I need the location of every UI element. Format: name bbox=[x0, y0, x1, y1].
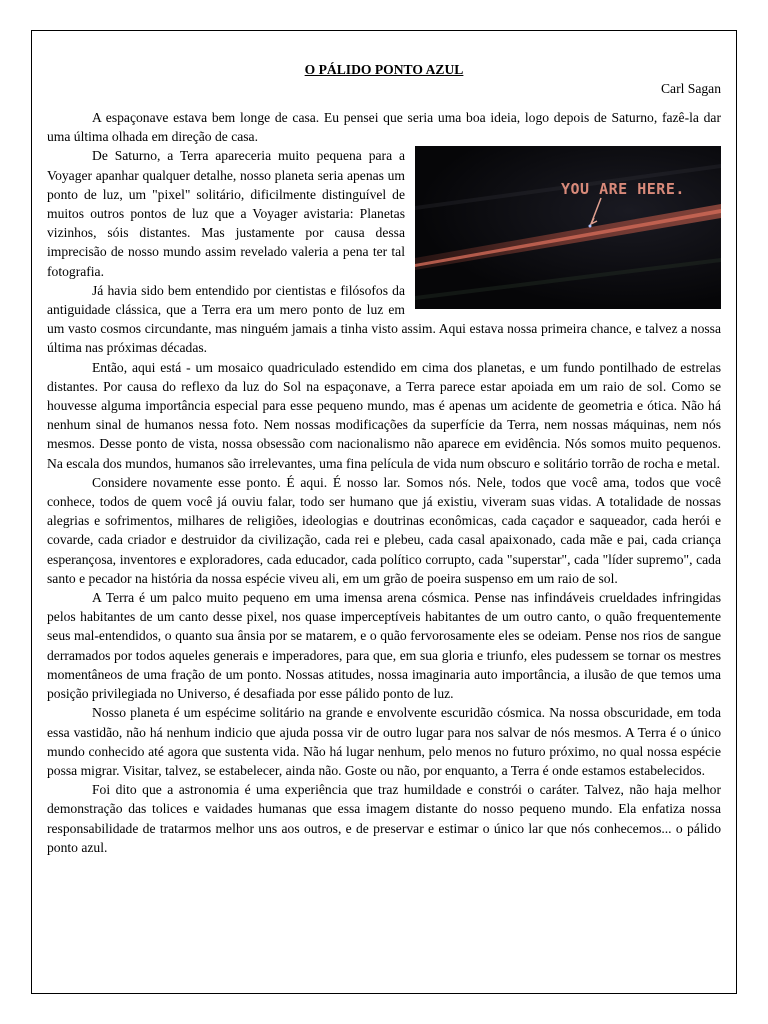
document-body bbox=[47, 60, 721, 857]
paragraph-7: Nosso planeta é um espécime solitário na grande e envolvente escuridão cósmica. Na nossa obscuridade, em toda essa vastidão, não há nenhum indicio que ajuda possa vir de outro lugar para nos salvar de nós mesmos. A Terra é o único mundo conhecido até agora que sustenta vida. Não há lugar nenhum, pelo menos no futuro próximo, no qual nossa espécie possa migrar. Visitar, talvez, se estabelecer, ainda não. Goste ou não, por enquanto, a Terra é onde estamos estabelecidos. bbox=[47, 705, 721, 778]
paragraph-8: Foi dito que a astronomia é uma experiência que traz humildade e constrói o caráter. Talvez, não haja melhor demonstração das tolices e vaidades humanas que essa imagem distante do nosso pequeno mundo. Ela enfatiza nossa responsabilidade de tratarmos melhor uns aos outros, e de preservar e estimar o único lar que nós conhecemos... o pálido ponto azul. bbox=[47, 782, 721, 855]
title-spacer bbox=[47, 98, 721, 108]
paragraph-2: De Saturno, a Terra apareceria muito pequena para a Voyager apanhar qualquer detalhe, nosso planeta seria apenas um ponto de luz, um "pixel" solitário, dificilmente distinguível de muitos outros pontos de luz que a Voyager avistaria: Planetas vizinhos, sóis distantes. Mas justamente por causa dessa imprecisão de nosso mundo assim revelado valeria a pena ter tal fotografia. bbox=[47, 148, 405, 279]
paragraph-3: Já havia sido bem entendido por cientistas e filósofos da antiguidade clássica, que a Terra era um mero ponto de luz em um vasto cosmos circundante, mas ninguém jamais a tinha visto assim. Aqui estava nossa primeira chance, e talvez a nossa última nas próximas décadas. bbox=[47, 282, 721, 356]
author-name: Carl Sagan bbox=[660, 81, 721, 96]
faint-streak-green bbox=[415, 258, 721, 300]
paragraph-4: Então, aqui está - um mosaico quadriculado estendido em cima dos planetas, e um fundo pontilhado de estrelas distantes. Por causa do reflexo da luz do Sol na espaçonave, a Terra parece estar apoiada em um raio de sol. Como se houvesse alguma importância especial para esse pequeno mundo, mas é apenas um acidente de geometria e ótica. Não há nenhum sinal de humanos nessa foto. Nem nossas modificações da superfície da Terra, nem nossas máquinas, nem nós mesmos. Desse ponto de vista, nossa obsessão com nacionalismo não aparece em evidência. Nós somos muito pequenos. Na escala dos mundos, humanos são irrelevantes, uma fina película de vida num obscuro e solitário torrão de rocha e metal. bbox=[47, 359, 721, 471]
arrow-head bbox=[591, 218, 597, 224]
photo-caption: YOU ARE HERE. bbox=[561, 180, 685, 199]
paragraph-5: Considere novamente esse ponto. É aqui. É nosso lar. Somos nós. Nele, todos que você ama, todos que você conhece, todos de quem você já ouviu falar, todo ser humano que já existiu, viveram suas vidas. A totalidade de nossas alegrias e sofrimentos, milhares de religiões, ideologias e doutrinas econômicas, cada caçador e saqueador, cada herói e covarde, cada criador e destruidor da civilização, cada rei e plebeu, cada casal apaixonado, cada mãe e pai, cada criança esperançosa, inventores e exploradores, cada educador, cada político corrupto, cada "superstar", cada "líder supremo", cada santo e pecador na história da nossa espécie viveu ali, em um grão de poeira suspenso em um raio de sol. bbox=[47, 474, 721, 586]
document-title: O PÁLIDO PONTO AZUL bbox=[304, 62, 464, 77]
paragraph-1: A espaçonave estava bem longe de casa. Eu pensei que seria uma boa ideia, logo depois de Saturno, fazê-la dar uma última olhada em direção de casa. bbox=[47, 110, 721, 145]
earth-dot bbox=[589, 225, 592, 228]
photo-graphic bbox=[415, 146, 721, 309]
pale-blue-dot-photo bbox=[415, 146, 721, 309]
sunbeam-core bbox=[415, 209, 721, 267]
paragraph-6: A Terra é um palco muito pequeno em uma imensa arena cósmica. Pense nas infindáveis crueldades infringidas pelos habitantes de um canto desse pixel, nos quase imperceptíveis habitantes de um outro canto, o quão frequentemente seus mal-entendidos, o quanto sua ânsia por se matarem, e o quão fervorosamente eles se odeiam. Pense nos rios de sangue derramados por todos aqueles generais e imperadores, para que, em sua gloria e triunfo, eles pudessem se tornar os mestres momentâneos de uma fração de um ponto. Nossas atitudes, nossa imaginaria auto importância, a ilusão de que temos uma posição privilegiada no Universo, é desafiada por esse pálido ponto de luz. bbox=[47, 590, 721, 702]
